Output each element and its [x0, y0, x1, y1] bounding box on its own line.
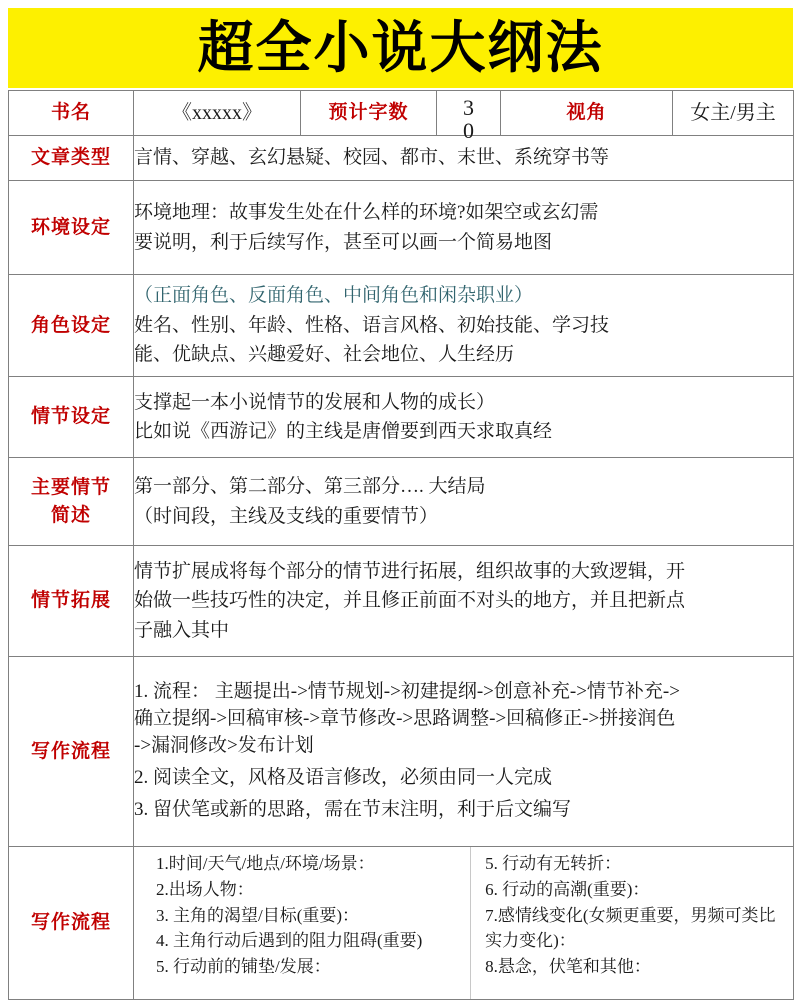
- character-line-2: 姓名、性别、年龄、性格、语言风格、初始技能、学习技: [134, 314, 610, 336]
- scene-checklist-left-column: [134, 847, 470, 999]
- character-line-3: 能、优缺点、兴趣爱好、社会地位、人生经历: [134, 344, 515, 366]
- scene-checklist-columns: [134, 847, 793, 999]
- plot-expansion-label: 情节拓展: [9, 546, 134, 657]
- scene-checklist-value[interactable]: [134, 847, 794, 1000]
- word-count-value[interactable]: [437, 91, 501, 143]
- scene-checklist-right-column: [470, 847, 793, 999]
- outline-table: [8, 90, 794, 1000]
- scene-item-9: 实力变化)：: [485, 931, 576, 951]
- plot-expansion-line-2: 始做一些技巧性的决定，并且修正前面不对头的地方，并且把新点: [134, 590, 686, 612]
- main-plot-summary-label-line-2: 简述: [50, 503, 91, 526]
- scene-item-1: 1.时间/天气/地点/环境/场景：: [156, 854, 375, 873]
- writing-flow-b3-line-1: 3. 留伏笔或新的思路，需在节末注明，利于后文编写: [134, 798, 572, 820]
- writing-flow-b1-line-2: 确立提纲->回稿审核->章节修改->思路调整->回稿修正->拼接润色: [134, 708, 676, 730]
- character-line-1: （正面角色、反面角色、中间角色和闲杂职业）: [134, 285, 534, 307]
- word-count-primary: 3: [463, 94, 474, 120]
- environment-label: 环境设定: [9, 181, 134, 275]
- table-row-writing-flow: [9, 657, 794, 847]
- scene-item-5: 5. 行动前的铺垫/发展：: [156, 957, 331, 977]
- page-title: 超全小说大纲法: [197, 15, 604, 81]
- table-row-environment: [9, 181, 794, 275]
- plot-setting-label: 情节设定: [9, 377, 134, 458]
- document-title-banner: [8, 8, 793, 88]
- scene-item-7: 6. 行动的高潮(重要)：: [485, 879, 650, 899]
- writing-flow-b1-line-1: 1. 流程： 主题提出->情节规划->初建提纲->创意补充->情节补充->: [134, 681, 680, 703]
- article-type-label: 文章类型: [9, 136, 134, 181]
- environment-line-2: 要说明，利于后续写作，甚至可以画一个简易地图: [134, 231, 553, 253]
- pov-label: 视角: [501, 91, 673, 136]
- main-plot-summary-value[interactable]: [134, 458, 794, 546]
- writing-flow-label: 写作流程: [9, 657, 134, 847]
- table-row-plot-expansion: [9, 546, 794, 657]
- scene-item-10: 8.悬念，伏笔和其他：: [485, 957, 651, 977]
- scene-item-2: 2.出场人物：: [156, 879, 254, 899]
- scene-checklist-label: 写作流程: [9, 847, 134, 1000]
- plot-setting-line-2: 比如说《西游记》的主线是唐僧要到西天求取真经: [134, 421, 553, 442]
- table-row-scene-checklist: [9, 847, 794, 1000]
- main-plot-summary-line-1: 第一部分、第二部分、第三部分…. 大结局: [134, 476, 486, 498]
- table-row-plot-setting: [9, 377, 794, 458]
- book-name-label: 书名: [9, 91, 134, 136]
- plot-expansion-value[interactable]: [134, 546, 794, 657]
- environment-value[interactable]: [134, 181, 794, 275]
- table-row-article-type: [9, 136, 794, 181]
- writing-flow-block-1: [134, 679, 793, 760]
- table-row-main-plot-summary: [9, 458, 794, 546]
- word-count-digits: [437, 94, 500, 143]
- writing-flow-value[interactable]: [134, 657, 794, 847]
- character-value[interactable]: [134, 275, 794, 377]
- word-count-label: 预计字数: [301, 91, 437, 136]
- table-row-character: [9, 275, 794, 377]
- article-type-line-1: 言情、穿越、玄幻悬疑、校园、都市、末世、系统穿书等: [134, 147, 610, 169]
- plot-setting-value[interactable]: [134, 377, 794, 458]
- plot-expansion-line-3: 子融入其中: [134, 619, 230, 641]
- scene-item-6: 5. 行动有无转折：: [485, 854, 622, 873]
- book-name-value[interactable]: 《xxxxx》: [134, 91, 301, 136]
- writing-flow-block-2: [134, 765, 793, 792]
- plot-setting-line-1: 支撑起一本小说情节的发展和人物的成长）: [134, 391, 496, 413]
- character-label: 角色设定: [9, 275, 134, 377]
- main-plot-summary-label: [9, 458, 134, 546]
- main-plot-summary-label-line-1: 主要情节: [30, 475, 111, 498]
- writing-flow-block-3: [134, 797, 793, 824]
- plot-expansion-line-1: 情节扩展成将每个部分的情节进行拓展，组织故事的大致逻辑，开: [134, 560, 686, 582]
- scene-item-8: 7.感情线变化(女频更重要，男频可类比: [485, 905, 776, 925]
- scene-item-4: 4. 主角行动后遇到的阻力阻碍(重要): [156, 931, 423, 951]
- table-row-book-info: [9, 91, 794, 136]
- writing-flow-b1-line-3: ->漏洞修改>发布计划: [134, 735, 314, 757]
- scene-item-3: 3. 主角的渴望/目标(重要)：: [156, 905, 360, 925]
- writing-flow-b2-line-1: 2. 阅读全文，风格及语言修改，必须由同一人完成: [134, 766, 553, 788]
- pov-value[interactable]: 女主/男主: [673, 91, 794, 136]
- main-plot-summary-line-2: （时间段，主线及支线的重要情节）: [134, 505, 439, 527]
- environment-line-1: 环境地理：故事发生处在什么样的环境?如架空或玄幻需: [134, 202, 599, 224]
- word-count-clipped: 0: [463, 117, 474, 143]
